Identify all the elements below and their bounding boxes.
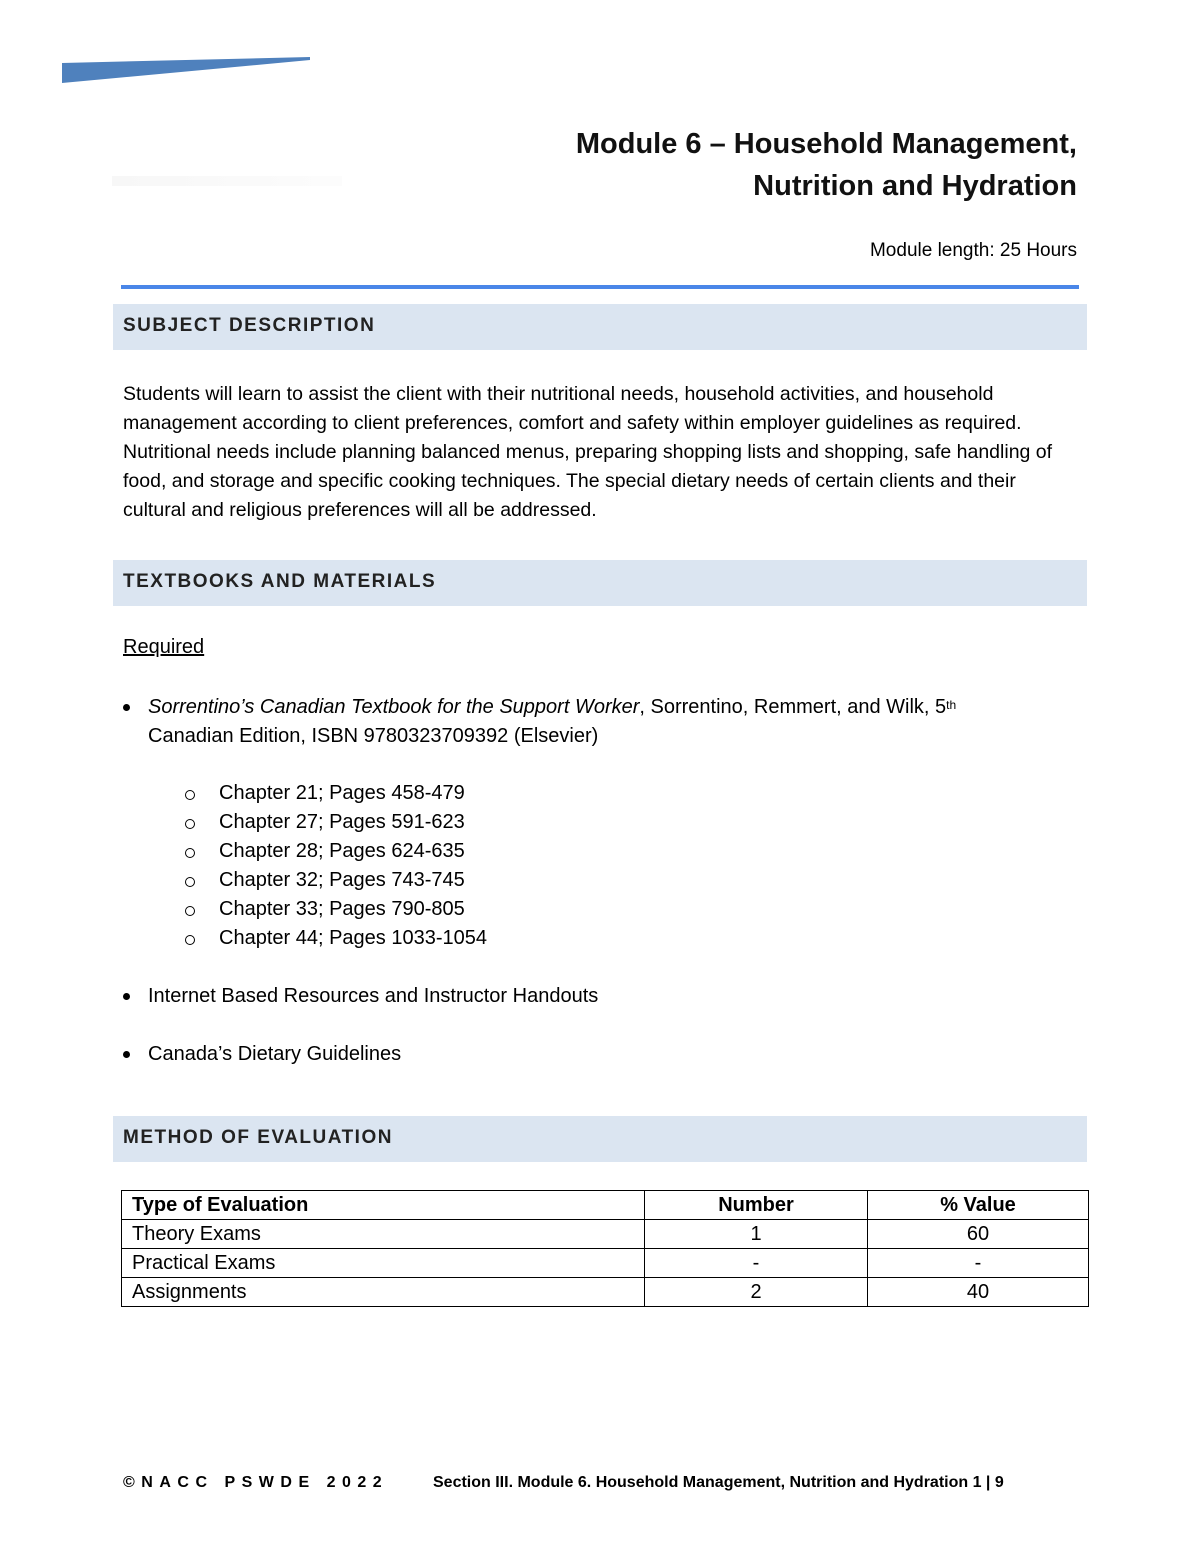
header-divider bbox=[121, 285, 1079, 289]
circle-bullet-icon bbox=[185, 906, 195, 916]
module-length: Module length: 25 Hours bbox=[869, 240, 1077, 261]
table-cell: 1 bbox=[645, 1220, 868, 1249]
circle-bullet-icon bbox=[185, 790, 195, 800]
footer-copyright: ©NACC PSWDE 2022 bbox=[123, 1474, 389, 1491]
edition-superscript: th bbox=[946, 698, 957, 712]
section-textbooks-materials bbox=[113, 560, 1087, 606]
subject-description-text: Students will learn to assist the client with their nutritional needs, household activities, and household management according to client preferences, comfort and safety within employer guidelines as required. Nutritional needs include planning balanced menus, preparing shopping lists and shopping, safe handling of food, and storage and specific cooking techniques. The special dietary needs of certain clients and their cultural and religious preferences will all be addressed. bbox=[123, 383, 1053, 521]
textbook-title: Sorrentino’s Canadian Textbook for the Support Worker bbox=[148, 696, 640, 718]
circle-bullet-icon bbox=[185, 848, 195, 858]
textbook-list-item bbox=[148, 693, 1068, 751]
chapter-item: Chapter 33; Pages 790-805 bbox=[183, 895, 487, 924]
table-row bbox=[122, 1220, 1089, 1249]
column-header: Type of Evaluation bbox=[122, 1191, 645, 1220]
logo-stripe bbox=[62, 57, 310, 83]
chapter-item: Chapter 28; Pages 624-635 bbox=[183, 837, 487, 866]
table-cell: - bbox=[645, 1249, 868, 1278]
textbook-edition: Canadian Edition, ISBN 9780323709392 (Elsevier) bbox=[148, 725, 599, 747]
page-title-line1: Module 6 – Household Management, bbox=[575, 128, 1077, 160]
table-cell: Theory Exams bbox=[122, 1220, 645, 1249]
chapter-list bbox=[183, 779, 487, 953]
section-subject-description bbox=[113, 304, 1087, 350]
page-title-line2: Nutrition and Hydration bbox=[753, 170, 1077, 202]
table-row bbox=[122, 1278, 1089, 1307]
circle-bullet-icon bbox=[185, 819, 195, 829]
section-heading: METHOD OF EVALUATION bbox=[123, 1127, 393, 1148]
section-heading: SUBJECT DESCRIPTION bbox=[123, 315, 376, 336]
materials-list-item: Internet Based Resources and Instructor Handouts bbox=[148, 982, 598, 1011]
table-header-row bbox=[122, 1191, 1089, 1220]
column-header: % Value bbox=[868, 1191, 1089, 1220]
table-cell: 60 bbox=[868, 1220, 1089, 1249]
column-header: Number bbox=[645, 1191, 868, 1220]
table-cell: Assignments bbox=[122, 1278, 645, 1307]
table-cell: Practical Exams bbox=[122, 1249, 645, 1278]
logo-faint-mark bbox=[112, 176, 342, 186]
circle-bullet-icon bbox=[185, 935, 195, 945]
table-cell: - bbox=[868, 1249, 1089, 1278]
chapter-item: Chapter 32; Pages 743-745 bbox=[183, 866, 487, 895]
bullet-icon bbox=[123, 993, 130, 1000]
table-cell: 40 bbox=[868, 1278, 1089, 1307]
section-heading: TEXTBOOKS AND MATERIALS bbox=[123, 571, 437, 592]
chapter-item: Chapter 27; Pages 591-623 bbox=[183, 808, 487, 837]
required-label: Required bbox=[123, 636, 205, 658]
chapter-item: Chapter 21; Pages 458-479 bbox=[183, 779, 487, 808]
evaluation-table bbox=[121, 1190, 1089, 1307]
section-method-of-evaluation bbox=[113, 1116, 1087, 1162]
footer-section-page: Section III. Module 6. Household Management, Nutrition and Hydration 1 | 9 bbox=[433, 1474, 1004, 1491]
table-row bbox=[122, 1249, 1089, 1278]
bullet-icon bbox=[123, 1051, 130, 1058]
bullet-icon bbox=[123, 704, 130, 711]
table-cell: 2 bbox=[645, 1278, 868, 1307]
textbook-authors: , Sorrentino, Remmert, and Wilk, 5 bbox=[639, 696, 947, 718]
chapter-item: Chapter 44; Pages 1033-1054 bbox=[183, 924, 487, 953]
circle-bullet-icon bbox=[185, 877, 195, 887]
materials-list-item: Canada’s Dietary Guidelines bbox=[148, 1040, 401, 1069]
